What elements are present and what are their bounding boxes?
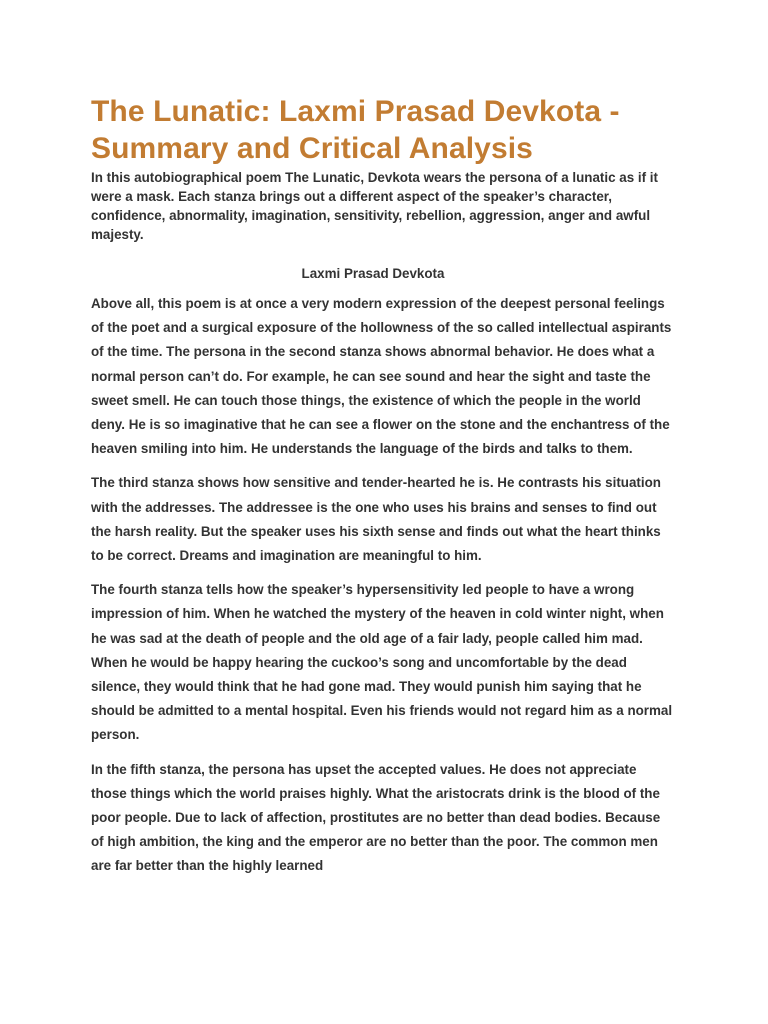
body-paragraph: The third stanza shows how sensitive and tender-hearted he is. He contrasts his situation with the addresses. The addressee is the one who uses his brains and senses to find out the harsh reality. But the speaker uses his sixth sense and finds out what the heart thinks to be correct. Dreams and imagination are meaningful to him. (91, 475, 661, 564)
intro-paragraph: In this autobiographical poem The Lunatic, Devkota wears the persona of a lunatic as if it were a mask. Each stanza brings out a different aspect of the speaker’s character, confidence, abnormality, imagination, sensitivity, rebellion, aggression, anger and awful majesty. (91, 170, 658, 242)
image-caption: Laxmi Prasad Devkota (301, 266, 445, 281)
article-title: The Lunatic: Laxmi Prasad Devkota - Summary and Critical Analysis (91, 95, 620, 165)
document-page (91, 93, 675, 879)
body-paragraph: The fourth stanza tells how the speaker’s hypersensitivity led people to have a wrong impression of him. When he watched the mystery of the heaven in cold winter night, when he was sad at the death of people and the old age of a fair lady, people called him mad. When he would be happy hearing the cuckoo’s song and uncomfortable by the dead silence, they would think that he had gone mad. They would punish him saying that he should be admitted to a mental hospital. Even his friends would not regard him as a normal person. (91, 582, 673, 743)
body-paragraph: Above all, this poem is at once a very modern expression of the deepest personal feelings of the poet and a surgical exposure of the hollowness of the so called intellectual aspirants of the time. The persona in the second stanza shows abnormal behavior. He does what a normal person can’t do. For example, he can see sound and hear the sight and taste the sweet smell. He can touch those things, the existence of which the people in the world deny. He is so imaginative that he can see a flower on the stone and the enchantress of the heaven smiling into him. He understands the language of the birds and talks to them. (91, 296, 672, 457)
body-paragraph: In the fifth stanza, the persona has upset the accepted values. He does not appreciate those things which the world praises highly. What the aristocrats drink is the blood of the poor people. Due to lack of affection, prostitutes are no better than dead bodies. Because of high ambition, the king and the emperor are no better than the poor. The common men are far better than the highly learned (91, 761, 661, 874)
